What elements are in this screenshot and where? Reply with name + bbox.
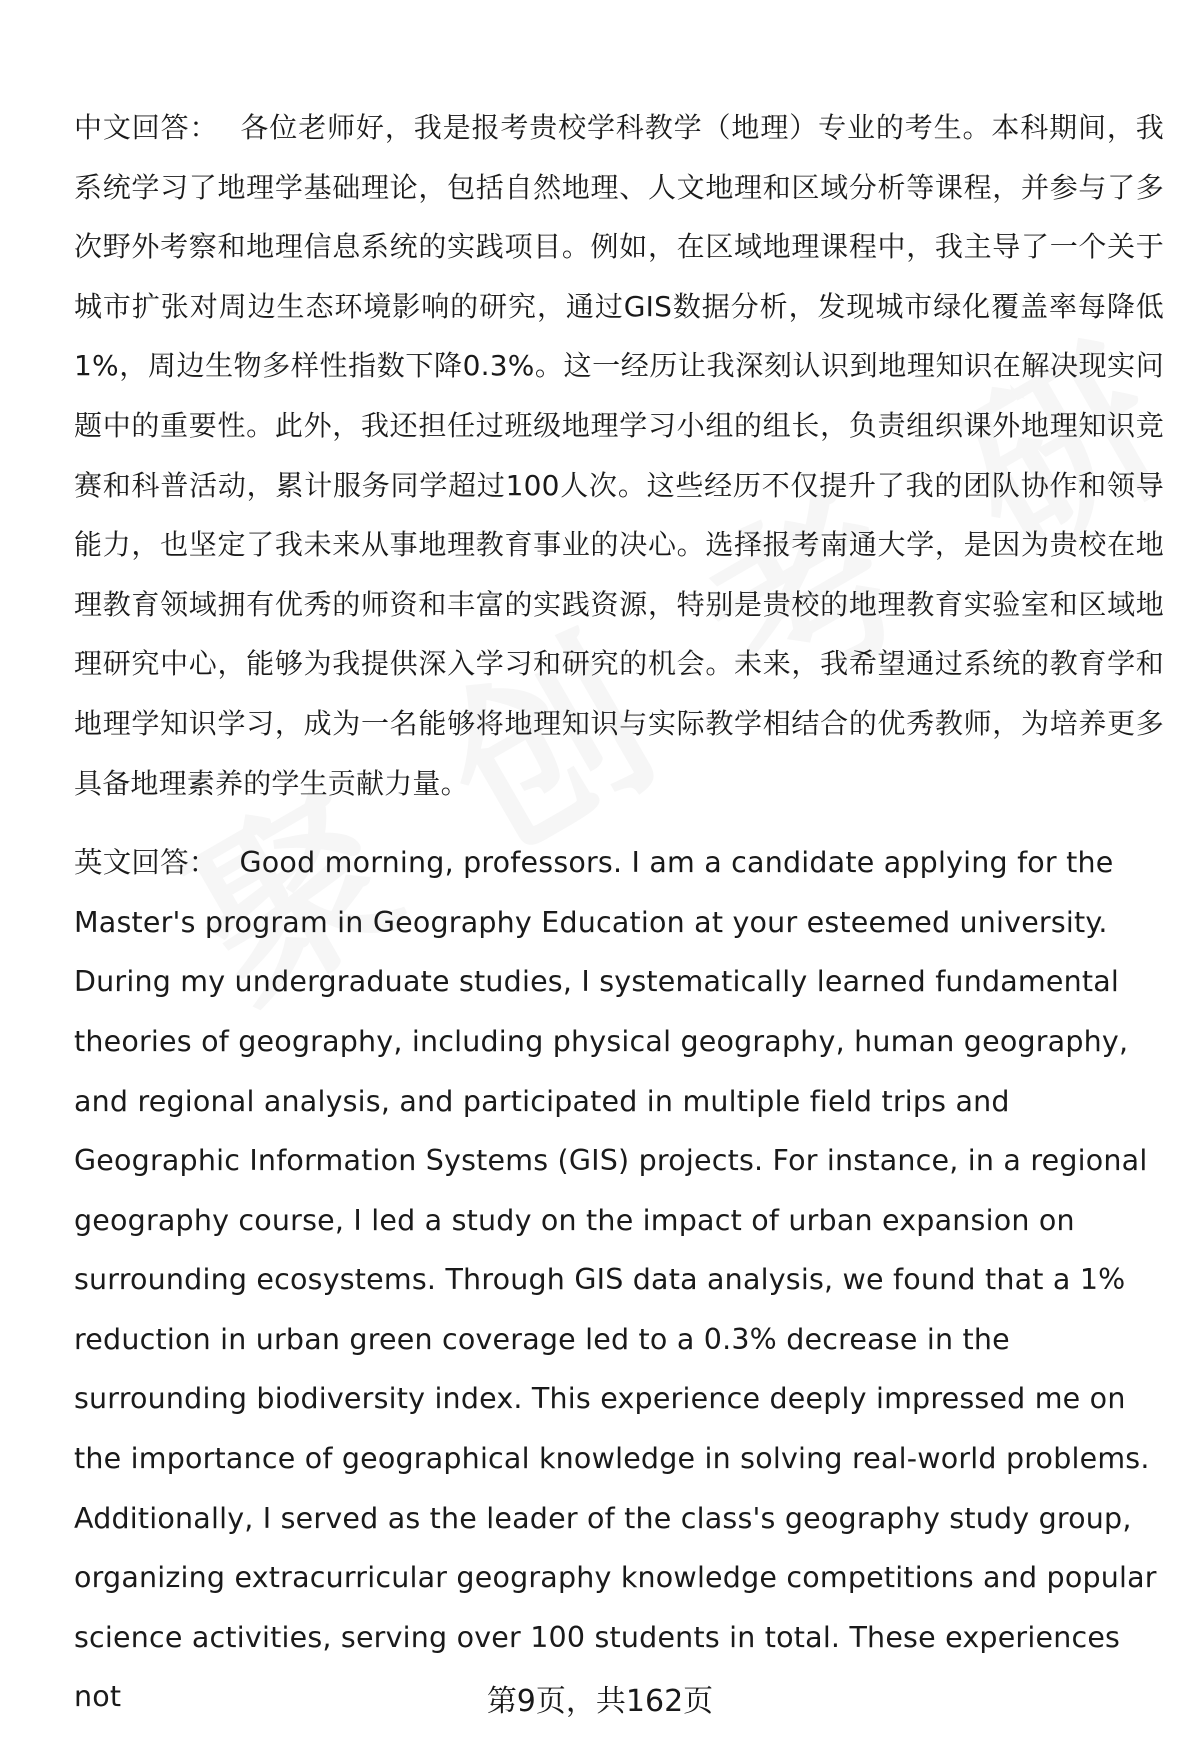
page-indicator: 第9页，共162页 [486,1684,714,1719]
english-answer-paragraph [74,833,1164,1727]
chinese-answer-paragraph [74,98,1164,813]
english-answer-text: Good morning, professors. I am a candidate applying for the Master's program in Geography Education at your esteemed university. During my undergraduate studies, I systematically learned fundamental theories of geography, including physical geography, human geography, and regional analysis, and participated in multiple field trips and Geographic Information Systems (GIS) projects. For instance, in a regional geography course, I led a study on the impact of urban expansion on surrounding ecosystems. Through GIS data analysis, we found that a 1% reduction in urban green coverage led to a 0.3% decrease in the surrounding biodiversity index. This experience deeply impressed me on the importance of geographical knowledge in solving real-world problems. Additionally, I served as the leader of the class's geography study group, organizing extracurricular geography knowledge competitions and popular science activities, serving over 100 students in total. These experiences not [74,846,1157,1714]
chinese-answer-text: 各位老师好，我是报考贵校学科教学（地理）专业的考生。本科期间，我系统学习了地理学基础理论，包括自然地理、人文地理和区域分析等课程，并参与了多次野外考察和地理信息系统的实践项目。例如，在区域地理课程中，我主导了一个关于城市扩张对周边生态环境影响的研究，通过GIS数据分析，发现城市绿化覆盖率每降低1%，周边生物多样性指数下降0.3%。这一经历让我深刻认识到地理知识在解决现实问题中的重要性。此外，我还担任过班级地理学习小组的组长，负责组织课外地理知识竞赛和科普活动，累计服务同学超过100人次。这些经历不仅提升了我的团队协作和领导能力，也坚定了我未来从事地理教育事业的决心。选择报考南通大学，是因为贵校在地理教育领域拥有优秀的师资和丰富的实践资源，特别是贵校的地理教育实验室和区域地理研究中心，能够为我提供深入学习和研究的机会。未来，我希望通过系统的教育学和地理学知识学习，成为一名能够将地理知识与实际教学相结合的优秀教师，为培养更多具备地理素养的学生贡献力量。 [74,111,1164,800]
english-answer-label: 英文回答： [74,846,218,880]
chinese-answer-label: 中文回答： [74,111,219,144]
document-body [74,98,1164,1727]
